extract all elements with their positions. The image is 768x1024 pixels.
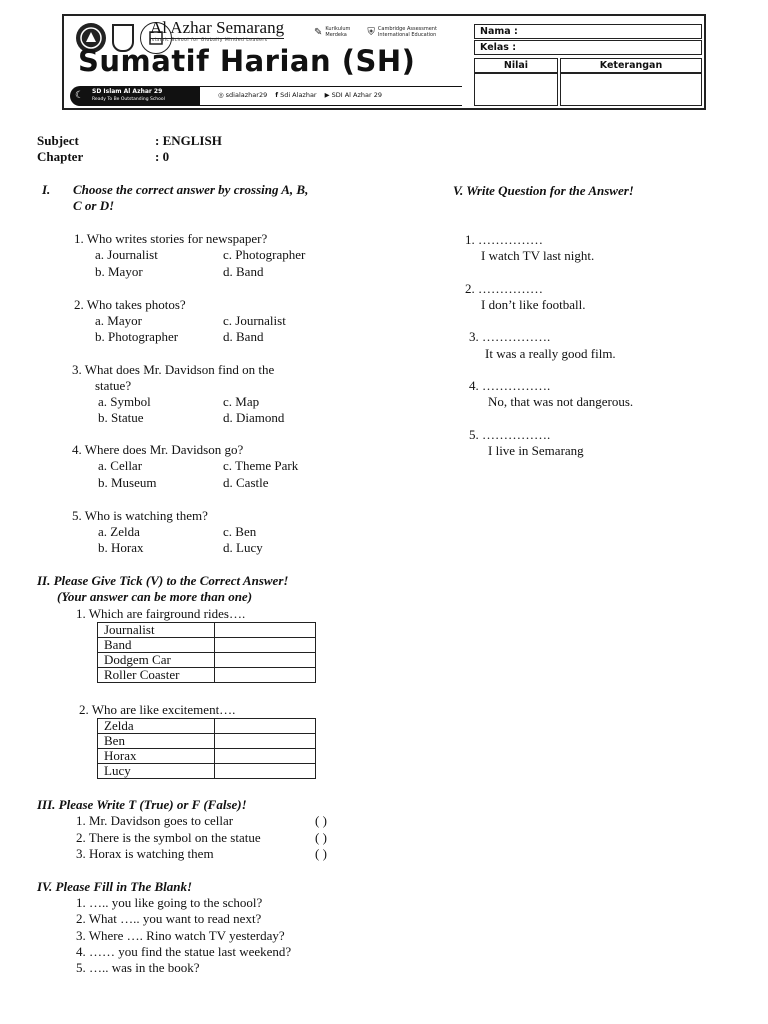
tick-option: Dodgem Car [98,653,215,668]
section4-heading: IV. Please Fill in The Blank! [37,879,193,894]
tf-statement-2: 2. There is the symbol on the statue [76,830,261,845]
option-5a[interactable]: a. Zelda [98,524,140,539]
tf-blank-1[interactable]: ( ) [315,813,327,828]
option-4b[interactable]: b. Museum [98,475,157,490]
option-4c[interactable]: c. Theme Park [223,458,299,473]
question-5: 5. Who is watching them? [72,508,208,523]
option-2c[interactable]: c. Journalist [223,313,286,328]
option-5b[interactable]: b. Horax [98,540,144,555]
question-blank-2[interactable]: 2. …………… [465,281,543,296]
tick-cell[interactable] [215,638,316,653]
school-name: Al Azhar Semarang [150,18,285,37]
fill-item-4: 4. …… you find the statue last weekend? [76,944,292,959]
section2-heading: II. Please Give Tick (V) to the Correct Answer! [37,573,289,588]
tick-cell[interactable] [215,734,316,749]
table-row [98,668,316,683]
tick-option: Ben [98,734,215,749]
keterangan-box[interactable] [560,73,702,106]
facebook-icon: f [275,91,279,99]
question-1: 1. Who writes stories for newspaper? [74,231,268,246]
tick-cell[interactable] [215,749,316,764]
nilai-box[interactable] [474,73,558,106]
option-3d[interactable]: d. Diamond [223,410,285,425]
option-4d[interactable]: d. Castle [223,475,269,490]
answer-3: It was a really good film. [485,346,616,361]
worksheet-header [62,14,706,110]
tf-statement-3: 3. Horax is watching them [76,846,214,861]
table-row [98,734,316,749]
partner-cambridge: ⛨ Cambridge Assessment International Education [367,26,437,38]
section3-heading: III. Please Write T (True) or F (False)! [37,797,247,812]
question-blank-5[interactable]: 5. ……………. [469,427,551,442]
tick-option: Roller Coaster [98,668,215,683]
answer-5: I live in Semarang [488,443,584,458]
page-title: Sumatif Harian (SH) [78,44,416,78]
table-row [98,638,316,653]
tf-statement-1: 1. Mr. Davidson goes to cellar [76,813,234,828]
fill-item-2: 2. What ….. you want to read next? [76,911,262,926]
tick-table-1 [97,622,316,683]
option-4a[interactable]: a. Cellar [98,458,143,473]
option-2d[interactable]: d. Band [223,329,264,344]
school-pill-motto: Ready To Be Outstanding School [92,97,165,102]
question-blank-1[interactable]: 1. …………… [465,232,543,247]
question-2: 2. Who takes photos? [74,297,186,312]
subject-value: : ENGLISH [155,133,222,148]
question-3-cont: statue? [95,378,132,393]
option-5c[interactable]: c. Ben [223,524,257,539]
tick-option: Journalist [98,623,215,638]
subject-label: Subject [37,133,79,148]
tick-option: Zelda [98,719,215,734]
tick-option: Horax [98,749,215,764]
moon-icon: ☾ [75,90,84,101]
table-row [98,653,316,668]
section2-subheading: (Your answer can be more than one) [57,589,253,604]
keterangan-label: Keterangan [560,58,702,73]
option-1c[interactable]: c. Photographer [223,247,306,262]
kelas-field[interactable]: Kelas : [474,40,702,55]
question-4: 4. Where does Mr. Davidson go? [72,442,244,457]
tf-blank-3[interactable]: ( ) [315,846,327,861]
section2-question-2: 2. Who are like excitement…. [79,702,236,717]
cambridge-shield-icon: ⛨ [367,26,375,38]
nilai-label: Nilai [474,58,558,73]
tick-cell[interactable] [215,764,316,779]
section5-heading: V. Write Question for the Answer! [453,183,634,198]
tick-option: Lucy [98,764,215,779]
social-facebook[interactable]: f Sdi Alazhar [275,91,317,99]
nama-field[interactable]: Nama : [474,24,702,39]
table-row [98,719,316,734]
fill-item-1: 1. ….. you like going to the school? [76,895,263,910]
option-1a[interactable]: a. Journalist [95,247,158,262]
school-info-bar [70,86,465,106]
school-pill [70,86,200,106]
answer-4: No, that was not dangerous. [488,394,634,409]
table-row [98,623,316,638]
chapter-label: Chapter [37,149,84,164]
tick-cell[interactable] [215,653,316,668]
answer-2: I don’t like football. [481,297,586,312]
question-3: 3. What does Mr. Davidson find on the [72,362,275,377]
tick-option: Band [98,638,215,653]
answer-1: I watch TV last night. [481,248,595,263]
school-pill-name: SD Islam Al Azhar 29 [92,88,163,95]
social-youtube[interactable]: ▶ SDI Al Azhar 29 [324,91,383,99]
partner-logos [314,26,458,38]
fill-item-3: 3. Where …. Rino watch TV yesterday? [76,928,285,943]
question-blank-3[interactable]: 3. ……………. [469,329,551,344]
tick-table-2 [97,718,316,779]
tf-blank-2[interactable]: ( ) [315,830,327,845]
instagram-icon: ◎ [218,91,224,99]
option-3b[interactable]: b. Statue [98,410,144,425]
school-tagline: Islamic School for Globally Minded Leaders [150,38,268,43]
option-2a[interactable]: a. Mayor [95,313,142,328]
social-links [218,91,382,99]
option-3a[interactable]: a. Symbol [98,394,151,409]
fill-item-5: 5. ….. was in the book? [76,960,200,975]
question-blank-4[interactable]: 4. ……………. [469,378,551,393]
option-5d[interactable]: d. Lucy [223,540,263,555]
tick-cell[interactable] [215,623,316,638]
option-3c[interactable]: c. Map [223,394,260,409]
youtube-icon: ▶ [324,91,330,99]
section2-question-1: 1. Which are fairground rides…. [76,606,246,621]
option-1d[interactable]: d. Band [223,264,264,279]
chapter-value: : 0 [155,149,170,164]
section1-instruction-2: C or D! [73,198,115,213]
section1-instruction-1: Choose the correct answer by crossing A, B, [73,182,309,197]
partner-kurikulum: ✎ Kurikulum Merdeka [314,26,351,38]
kurikulum-icon: ✎ [314,26,323,38]
option-1b[interactable]: b. Mayor [95,264,143,279]
tick-cell[interactable] [215,719,316,734]
tick-cell[interactable] [215,668,316,683]
option-2b[interactable]: b. Photographer [95,329,179,344]
section1-number: I. [42,182,51,197]
social-instagram[interactable]: ◎ sdialazhar29 [218,91,268,99]
table-row [98,749,316,764]
table-row [98,764,316,779]
